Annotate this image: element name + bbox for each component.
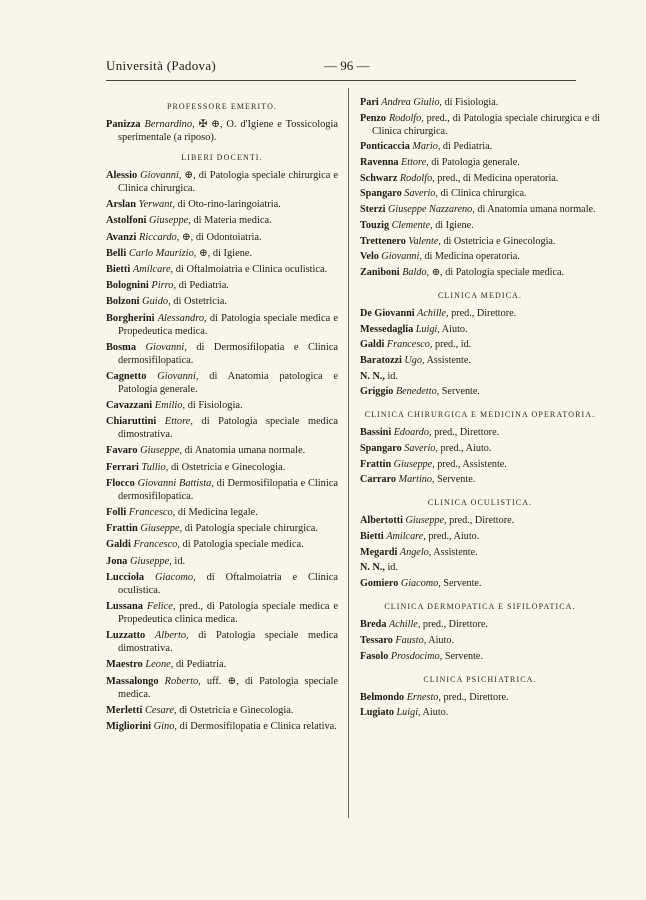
section-heading: LIBERI DOCENTI. — [181, 153, 263, 162]
entry-description: di Fisiologia. — [441, 97, 499, 108]
entry-surname: Breda — [360, 619, 387, 631]
entry-given-name: Rodolfo, — [399, 172, 435, 184]
entry-description: di Medicina legale. — [175, 507, 258, 518]
entry-given-name: Pirro, — [151, 280, 177, 292]
entry-description: Aiuto. — [439, 323, 468, 335]
entry-description: di Oftalmoiatria e Clinica oculistica. — [118, 571, 338, 596]
entry-description: di Dermosifilopatia e Clinica relativa. — [177, 720, 337, 732]
entry-description: di Ostetricia e Ginecologia. — [176, 704, 294, 716]
faculty-entry — [360, 473, 600, 486]
entry-description: di Ostetricia e Ginecologia. — [168, 461, 286, 473]
entry-given-name: Emilio, — [154, 400, 186, 412]
entry-description: pred., Assistente. — [434, 458, 507, 470]
entry-surname: Tessaro — [360, 634, 393, 646]
entry-surname: Bosma — [106, 341, 137, 353]
page-number: — 96 — — [324, 58, 370, 73]
entry-given-name: Giacomo, — [400, 578, 441, 590]
faculty-entry — [360, 514, 600, 527]
entry-given-name: Clemente, — [391, 219, 433, 231]
entry-surname: Sterzi — [360, 204, 386, 216]
entry-surname: Albertotti — [360, 515, 403, 527]
entry-given-name: Achille, — [417, 307, 449, 319]
entry-surname: Ravenna — [360, 157, 399, 169]
entry-description: ⊕, di Patologia speciale medica. — [429, 266, 565, 278]
entry-given-name: Giuseppe, — [393, 458, 435, 470]
entry-given-name: Carlo Maurizio, — [128, 247, 197, 259]
entry-given-name: Alessandro, — [157, 312, 207, 324]
entry-given-name: Andrea Giulio, — [381, 97, 442, 108]
faculty-entry — [106, 169, 338, 195]
entry-surname: Griggio — [360, 386, 394, 398]
entry-description: di Anatomia umana normale. — [474, 204, 596, 216]
entry-description: uff. ⊕, di Patologia speciale medica. — [118, 675, 338, 700]
faculty-entry — [106, 118, 338, 144]
faculty-entry — [106, 415, 338, 441]
faculty-entry — [360, 307, 600, 320]
entry-surname: Ferrari — [106, 461, 139, 473]
entry-surname: Migliorini — [106, 720, 152, 732]
entry-given-name: Baldo, — [402, 266, 430, 278]
entry-surname: Borgherini — [106, 312, 155, 324]
entry-description: di Pediatria. — [173, 659, 227, 671]
entry-description: Aiuto. — [426, 634, 454, 646]
faculty-entry — [360, 634, 600, 647]
entry-given-name: Tullio, — [141, 461, 169, 473]
entry-given-name: Luigi, — [415, 323, 440, 335]
faculty-entry — [106, 600, 338, 626]
faculty-entry — [106, 312, 338, 338]
entry-surname: De Giovanni — [360, 307, 415, 319]
entry-description: pred., Direttore. — [420, 619, 488, 631]
faculty-entry — [106, 444, 338, 457]
faculty-entry — [106, 658, 338, 671]
entry-given-name: Giuseppe, — [129, 555, 172, 567]
entry-description: pred., di Patologia speciale medica e Propedeutica clinica medica. — [118, 600, 338, 625]
entry-surname: Bietti — [106, 263, 131, 275]
running-header — [106, 58, 576, 78]
entry-description: ⊕, di Odontoiatria. — [179, 231, 262, 243]
entry-description: di Patologia speciale medica. — [179, 539, 304, 551]
entry-surname: Flocco — [106, 477, 135, 489]
entry-description: di Patologia generale. — [428, 157, 520, 169]
entry-given-name: Amilcare, — [386, 531, 426, 543]
entry-surname: Galdi — [360, 339, 385, 351]
faculty-entry — [106, 370, 338, 396]
faculty-entry — [106, 571, 338, 597]
entry-given-name: Saverio, — [404, 443, 438, 454]
left-column — [106, 96, 338, 736]
entry-given-name: Cesare, — [144, 704, 177, 716]
entry-description: di Medicina operatoria. — [421, 251, 520, 263]
entry-given-name: Luigi, — [396, 707, 421, 719]
entry-surname: Cagnetto — [106, 370, 147, 382]
entry-description: di Materia medica. — [190, 215, 272, 227]
faculty-entry — [106, 214, 338, 227]
entry-given-name: Edoardo, — [393, 427, 432, 439]
entry-description: di Ostetricia e Ginecologia. — [440, 235, 556, 247]
entry-given-name: Saverio, — [404, 188, 438, 200]
entry-description: id. — [171, 555, 186, 567]
section-heading: CLINICA OCULISTICA. — [427, 498, 533, 508]
faculty-entry — [360, 338, 600, 351]
entry-surname: Gomiero — [360, 578, 399, 590]
entry-given-name: Martino, — [398, 474, 435, 486]
entry-given-name: Giovanni, — [157, 370, 199, 382]
entry-surname: Bolzoni — [106, 296, 140, 308]
entry-description: Assistente. — [431, 546, 478, 558]
entry-description: di Patologia speciale chirurgica. — [182, 523, 318, 535]
faculty-entry — [360, 530, 600, 543]
entry-given-name: Francesco, — [128, 507, 176, 518]
entry-surname: N. N., — [360, 370, 385, 382]
entry-surname: Trettenero — [360, 235, 406, 247]
entry-description: di Anatomia umana normale. — [182, 445, 306, 457]
entry-description: Servente. — [439, 386, 480, 398]
section-heading: CLINICA PSICHIATRICA. — [423, 674, 537, 684]
faculty-entry — [106, 555, 338, 568]
entry-given-name: Giuseppe, — [140, 445, 183, 457]
entry-description: ✠ ⊕, O. d'Igiene e Tossicologia sperimentale (a riposo). — [118, 119, 338, 143]
entry-given-name: Bernardino, — [144, 119, 195, 130]
entry-surname: Alessio — [106, 170, 138, 181]
entry-description: di Pediatria. — [176, 280, 229, 292]
entry-given-name: Ettore, — [401, 157, 429, 169]
faculty-entry — [106, 720, 338, 733]
entry-given-name: Valente, — [408, 235, 441, 247]
entry-surname: Belli — [106, 247, 127, 259]
entry-surname: Lussana — [106, 600, 143, 612]
entry-given-name: Achille, — [388, 619, 421, 631]
entry-given-name: Felice, — [146, 600, 176, 612]
entry-description: di Patologia speciale medica dimostrativa. — [118, 416, 338, 441]
entry-description: di Patologia speciale medica dimostrativa. — [118, 630, 338, 655]
entry-given-name: Giovanni, — [140, 170, 182, 181]
entry-description: Servente. — [440, 578, 482, 590]
faculty-entry — [106, 198, 338, 211]
faculty-entry — [360, 385, 600, 398]
entry-description: id. — [387, 370, 398, 382]
entry-surname: Jona — [106, 555, 128, 567]
faculty-entry — [360, 250, 600, 263]
entry-description: di Clinica chirurgica. — [437, 188, 527, 200]
entry-given-name: Ernesto, — [406, 691, 441, 703]
faculty-entry — [106, 399, 338, 412]
entry-description: di Fisiologia. — [185, 400, 243, 412]
column-divider — [348, 88, 349, 818]
entry-description: di Igiene. — [432, 219, 474, 231]
faculty-entry — [360, 442, 600, 455]
entry-given-name: Mario, — [412, 141, 441, 153]
faculty-entry — [106, 279, 338, 292]
faculty-entry — [106, 506, 338, 519]
entry-description: di Pediatria. — [440, 141, 493, 153]
entry-given-name: Alberto, — [154, 630, 189, 642]
faculty-entry — [360, 219, 600, 232]
entry-description: pred., di Medicina operatoria. — [434, 172, 559, 184]
faculty-entry — [360, 172, 600, 185]
entry-surname: Chiaruttini — [106, 416, 157, 428]
entry-description: ⊕, di Patologia speciale chirurgica e Clinica chirurgica. — [118, 170, 338, 194]
entry-surname: Panizza — [106, 119, 141, 130]
entry-description: di Dermosifilopatia e Clinica dermosifilopatica. — [118, 341, 338, 366]
entry-given-name: Amilcare, — [132, 263, 174, 275]
entry-description: pred., di Patologia speciale chirurgica e di Clinica chirurgica. — [372, 112, 601, 137]
faculty-entry — [106, 538, 338, 551]
entry-given-name: Roberto, — [164, 675, 201, 687]
faculty-entry — [106, 461, 338, 474]
entry-surname: Lucciola — [106, 571, 145, 583]
entry-surname: Luzzatto — [106, 630, 146, 642]
entry-given-name: Yerwant, — [138, 199, 175, 211]
entry-given-name: Giuseppe, — [140, 523, 183, 535]
entry-given-name: Leone, — [145, 659, 174, 671]
entry-surname: Astolfoni — [106, 215, 147, 227]
entry-given-name: Giacomo, — [155, 571, 196, 583]
entry-surname: Schwarz — [360, 172, 398, 184]
faculty-entry — [360, 706, 600, 719]
entry-surname: Velo — [360, 251, 379, 263]
entry-description: id. — [387, 562, 398, 574]
entry-given-name: Ettore, — [164, 416, 193, 428]
faculty-entry — [360, 323, 600, 336]
faculty-entry — [360, 458, 600, 471]
entry-description: di Anatomia patologica e Patologia generale. — [118, 370, 338, 395]
entry-surname: Bassini — [360, 427, 392, 439]
entry-description: pred., id. — [432, 339, 472, 351]
faculty-entry — [106, 704, 338, 717]
entry-given-name: Ugo, — [404, 354, 425, 366]
entry-description: ⊕, di Igiene. — [196, 247, 253, 259]
faculty-entry — [106, 477, 338, 503]
faculty-entry — [360, 112, 600, 138]
entry-description: pred., Direttore. — [440, 691, 509, 703]
faculty-entry — [360, 266, 600, 279]
entry-given-name: Gino, — [153, 720, 178, 732]
section-heading: CLINICA DERMOPATICA E SIFILOPATICA. — [384, 602, 576, 612]
faculty-entry — [106, 263, 338, 276]
entry-surname: Spangaro — [360, 443, 402, 454]
entry-description: Aiuto. — [420, 707, 449, 719]
faculty-entry — [360, 426, 600, 439]
entry-surname: Galdi — [106, 539, 131, 551]
right-column — [360, 96, 600, 722]
faculty-entry — [106, 629, 338, 655]
entry-given-name: Angelo, — [399, 546, 432, 558]
faculty-entry — [360, 187, 600, 200]
entry-surname: Favaro — [106, 445, 138, 457]
entry-description: pred., Direttore. — [448, 307, 517, 319]
entry-given-name: Giovanni, — [145, 341, 187, 353]
faculty-entry — [360, 156, 600, 169]
faculty-entry — [360, 96, 600, 109]
entry-given-name: Guido, — [142, 296, 171, 308]
entry-surname: Bolognini — [106, 280, 149, 292]
entry-surname: Lugiato — [360, 707, 394, 719]
faculty-entry — [106, 341, 338, 367]
entry-given-name: Giuseppe, — [405, 515, 447, 527]
entry-description: di Dermosifilopatia e Clinica dermosifilopatica. — [118, 477, 338, 502]
faculty-entry — [360, 235, 600, 248]
entry-surname: Belmondo — [360, 691, 405, 703]
entry-surname: Avanzi — [106, 231, 137, 243]
header-institution: Università (Padova) — [106, 58, 217, 73]
entry-description: pred., Direttore. — [431, 427, 500, 439]
entry-given-name: Prosdocimo, — [390, 650, 443, 662]
faculty-entry — [360, 618, 600, 631]
entry-given-name: Riccardo, — [139, 231, 180, 243]
entry-surname: Zaniboni — [360, 266, 400, 278]
faculty-entry — [106, 247, 338, 260]
entry-given-name: Francesco, — [133, 539, 180, 551]
entry-surname: Touzig — [360, 219, 390, 231]
entry-description: pred., Direttore. — [446, 515, 515, 527]
faculty-entry — [106, 522, 338, 535]
entry-surname: Pari — [360, 97, 379, 108]
entry-surname: Arslan — [106, 199, 137, 211]
entry-surname: Merletti — [106, 704, 143, 716]
entry-surname: Baratozzi — [360, 354, 402, 366]
faculty-entry — [360, 561, 600, 574]
entry-given-name: Fausto, — [395, 634, 427, 646]
entry-given-name: Rodolfo, — [388, 112, 424, 124]
entry-surname: Maestro — [106, 659, 143, 671]
faculty-entry — [360, 577, 600, 590]
entry-given-name: Benedetto, — [395, 386, 440, 398]
entry-given-name: Giovanni Battista, — [137, 477, 214, 489]
faculty-entry — [106, 231, 338, 244]
entry-surname: Frattin — [106, 523, 138, 535]
entry-surname: Carraro — [360, 474, 397, 486]
section-heading: PROFESSORE EMERITO. — [166, 102, 278, 111]
entry-given-name: Giuseppe Nazzareno, — [388, 204, 475, 216]
entry-description: di Oto-rino-laringoiatria. — [174, 199, 281, 211]
entry-description: di Oftalmoiatria e Clinica oculistica. — [173, 263, 328, 275]
entry-surname: Bietti — [360, 531, 384, 543]
faculty-entry — [360, 546, 600, 559]
entry-surname: Messedaglia — [360, 323, 414, 335]
entry-surname: Fasolo — [360, 650, 389, 662]
header-rule — [106, 80, 576, 81]
entry-given-name: Giuseppe, — [149, 215, 191, 227]
entry-given-name: Giovanni, — [381, 251, 422, 263]
entry-given-name: Francesco, — [386, 339, 433, 351]
entry-surname: Ponticaccia — [360, 141, 410, 153]
faculty-entry — [360, 691, 600, 704]
faculty-entry — [360, 370, 600, 383]
entry-surname: N. N., — [360, 562, 385, 574]
faculty-entry — [360, 650, 600, 663]
entry-description: Assistente. — [424, 354, 471, 366]
faculty-entry — [106, 295, 338, 308]
faculty-entry — [360, 140, 600, 153]
entry-description: pred., Aiuto. — [437, 443, 492, 454]
entry-surname: Frattin — [360, 458, 392, 470]
entry-surname: Folli — [106, 507, 127, 518]
entry-surname: Spangaro — [360, 188, 402, 200]
entry-surname: Penzo — [360, 112, 387, 124]
entry-description: di Ostetricia. — [170, 296, 227, 308]
faculty-entry — [360, 354, 600, 367]
entry-description: Servente. — [442, 650, 484, 662]
entry-description: pred., Aiuto. — [425, 531, 480, 543]
section-heading: CLINICA CHIRURGICA E MEDICINA OPERATORIA. — [364, 410, 596, 420]
faculty-entry — [360, 203, 600, 216]
faculty-entry — [106, 675, 338, 701]
entry-surname: Massalongo — [106, 675, 159, 687]
section-heading: CLINICA MEDICA. — [437, 290, 523, 300]
entry-description: di Patologia speciale medica e Propedeutica medica. — [118, 312, 338, 337]
entry-surname: Cavazzani — [106, 400, 153, 412]
entry-surname: Megardi — [360, 546, 398, 558]
entry-description: Servente. — [434, 474, 476, 486]
